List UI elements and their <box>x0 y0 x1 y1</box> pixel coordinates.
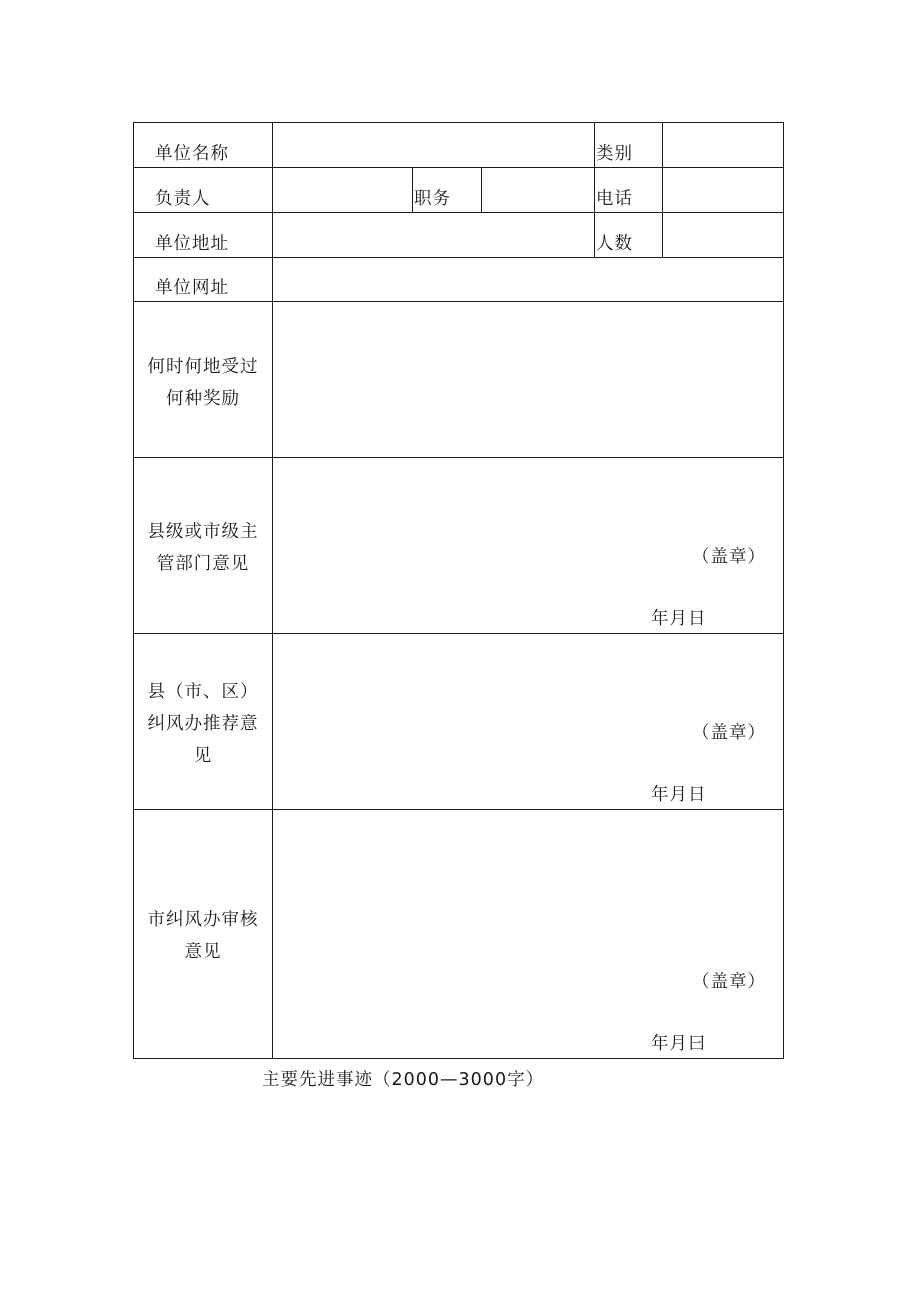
city-office-review-label <box>133 904 273 968</box>
table-border-right <box>783 122 784 1059</box>
unit-name-label: 单位名称 <box>155 144 229 164</box>
county-city-opinion-label <box>133 516 273 580</box>
leader-field[interactable] <box>273 168 412 212</box>
seal-text: （盖章） <box>692 547 766 567</box>
county-office-label-line-1: 县（市、区） <box>147 682 259 702</box>
county-office-recommendation-label <box>133 676 273 772</box>
column-divider <box>594 122 595 257</box>
awards-label-line-1: 何时何地受过 <box>147 357 259 377</box>
table-border-bottom <box>133 1058 784 1059</box>
awards-label-line-2: 何种奖励 <box>166 389 240 409</box>
county-city-opinion-label-line-2: 管部门意见 <box>156 554 250 574</box>
headcount-label: 人数 <box>596 234 633 254</box>
phone-label: 电话 <box>596 189 633 209</box>
date-text: 年月日 <box>651 609 707 629</box>
application-form-table <box>133 122 784 1059</box>
city-office-label-line-2: 意见 <box>184 942 222 962</box>
address-field[interactable] <box>273 213 594 257</box>
headcount-field[interactable] <box>663 213 783 257</box>
phone-field[interactable] <box>663 168 783 212</box>
address-label: 单位地址 <box>155 234 229 254</box>
position-label: 职务 <box>414 189 451 209</box>
website-label: 单位网址 <box>155 278 229 298</box>
website-field[interactable] <box>273 258 783 301</box>
seal-text: （盖章） <box>692 723 766 743</box>
column-divider <box>412 167 413 212</box>
position-field[interactable] <box>482 168 594 212</box>
city-office-review-field[interactable] <box>273 810 783 1058</box>
county-office-label-line-3: 见 <box>193 746 213 766</box>
category-label: 类别 <box>596 144 633 164</box>
main-deeds-heading: 主要先进事迹（2000—3000字） <box>262 1070 545 1090</box>
awards-field[interactable] <box>273 302 783 457</box>
date-text: 年月曰 <box>651 1034 707 1054</box>
county-office-label-line-2: 纠风办推荐意 <box>147 714 259 734</box>
awards-label <box>133 351 273 415</box>
date-text: 年月日 <box>651 785 707 805</box>
seal-text: （盖章） <box>692 972 766 992</box>
leader-label: 负责人 <box>155 189 211 209</box>
unit-name-field[interactable] <box>273 123 594 167</box>
city-office-label-line-1: 市纠风办审核 <box>147 910 259 930</box>
category-field[interactable] <box>663 123 783 167</box>
county-city-opinion-label-line-1: 县级或市级主 <box>147 522 259 542</box>
